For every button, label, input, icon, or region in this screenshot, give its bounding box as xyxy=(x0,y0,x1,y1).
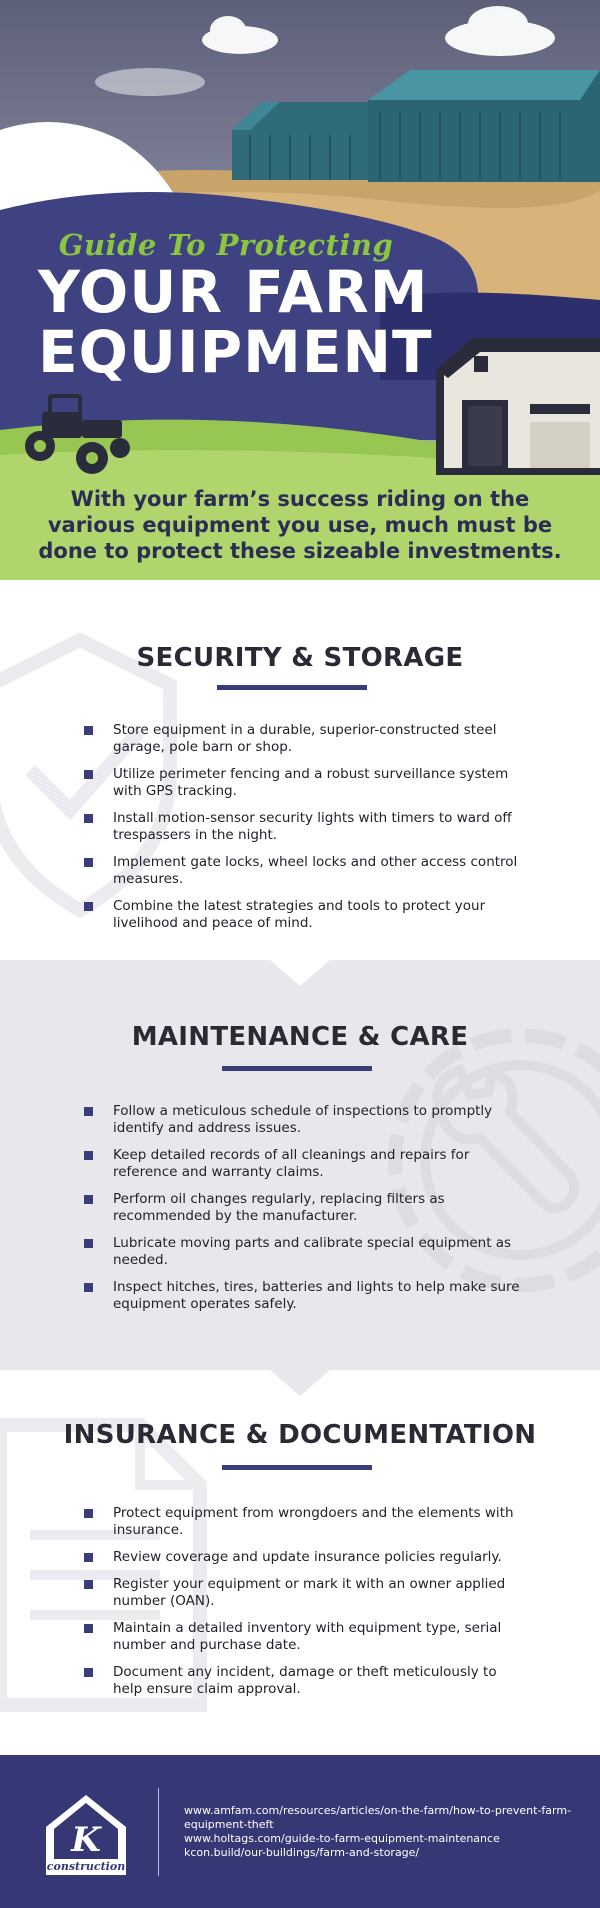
hero-title xyxy=(38,258,433,386)
bullet-square-icon xyxy=(84,1195,93,1204)
list-item: Review coverage and update insurance policies regularly. xyxy=(84,1549,524,1566)
logo-wordmark: construction xyxy=(46,1860,126,1873)
list-item: Lubricate moving parts and calibrate special equipment as needed. xyxy=(84,1235,524,1269)
heading-underline xyxy=(217,685,367,690)
bullet-square-icon xyxy=(84,814,93,823)
hero-title-line2: EQUIPMENT xyxy=(38,318,433,386)
list-item: Install motion-sensor security lights with timers to ward off trespassers in the night. xyxy=(84,810,524,844)
bullet-square-icon xyxy=(84,858,93,867)
bullet-square-icon xyxy=(84,1509,93,1518)
source-link[interactable]: kcon.build/our-buildings/farm-and-storage/ xyxy=(184,1846,420,1859)
bullet-square-icon xyxy=(84,770,93,779)
footer xyxy=(0,1755,600,1908)
bullet-list xyxy=(84,1505,524,1708)
list-item: Register your equipment or mark it with an owner applied number (OAN). xyxy=(84,1576,524,1610)
section-heading: SECURITY & STORAGE xyxy=(136,643,464,673)
list-item: Keep detailed records of all cleanings and repairs for reference and warranty claims. xyxy=(84,1147,524,1181)
bullet-square-icon xyxy=(84,1239,93,1248)
bullet-square-icon xyxy=(84,1107,93,1116)
heading-underline xyxy=(222,1066,372,1071)
bullet-square-icon xyxy=(84,1283,93,1292)
list-item: Protect equipment from wrongdoers and the elements with insurance. xyxy=(84,1505,524,1539)
logo-letter: K xyxy=(71,1820,101,1860)
hero-title-line1: YOUR FARM xyxy=(38,258,429,326)
section-heading: INSURANCE & DOCUMENTATION xyxy=(63,1420,537,1450)
section-notch xyxy=(270,960,330,986)
list-item: Store equipment in a durable, superior-constructed steel garage, pole barn or shop. xyxy=(84,722,524,756)
bullet-list xyxy=(84,722,524,942)
source-link[interactable]: www.holtags.com/guide-to-farm-equipment-maintenance xyxy=(184,1832,500,1845)
heading-underline xyxy=(222,1465,372,1470)
list-item: Maintain a detailed inventory with equipment type, serial number and purchase date. xyxy=(84,1620,524,1654)
section-heading: MAINTENANCE & CARE xyxy=(131,1022,469,1052)
footer-divider xyxy=(158,1788,159,1876)
bullet-square-icon xyxy=(84,726,93,735)
list-item: Implement gate locks, wheel locks and other access control measures. xyxy=(84,854,524,888)
bullet-square-icon xyxy=(84,1580,93,1589)
list-item: Follow a meticulous schedule of inspections to promptly identify and address issues. xyxy=(84,1103,524,1137)
bullet-list xyxy=(84,1103,524,1323)
list-item: Inspect hitches, tires, batteries and lights to help make sure equipment operates safely. xyxy=(84,1279,524,1313)
bullet-square-icon xyxy=(84,1624,93,1633)
steel-building-icon xyxy=(232,70,600,182)
source-link[interactable]: www.amfam.com/resources/articles/on-the-farm/how-to-prevent-farm-equipment-theft xyxy=(184,1804,572,1831)
section-notch xyxy=(270,1370,330,1396)
hero-intro: With your farm’s success riding on the various equipment you use, much must be done to protect these sizeable investments. xyxy=(38,487,562,563)
source-list xyxy=(184,1804,574,1860)
bullet-square-icon xyxy=(84,1151,93,1160)
bullet-square-icon xyxy=(84,1553,93,1562)
bullet-square-icon xyxy=(84,1668,93,1677)
bullet-square-icon xyxy=(84,902,93,911)
list-item: Combine the latest strategies and tools to protect your livelihood and peace of mind. xyxy=(84,898,524,932)
insurance-documentation-section xyxy=(0,1370,600,1755)
hero-banner xyxy=(0,0,600,580)
hero-subtitle: Guide To Protecting xyxy=(58,228,394,262)
security-storage-section xyxy=(0,580,600,960)
list-item: Document any incident, damage or theft meticulously to help ensure claim approval. xyxy=(84,1664,524,1698)
list-item: Perform oil changes regularly, replacing filters as recommended by the manufacturer. xyxy=(84,1191,524,1225)
maintenance-care-section xyxy=(0,960,600,1370)
barn-icon xyxy=(436,338,600,472)
list-item: Utilize perimeter fencing and a robust surveillance system with GPS tracking. xyxy=(84,766,524,800)
